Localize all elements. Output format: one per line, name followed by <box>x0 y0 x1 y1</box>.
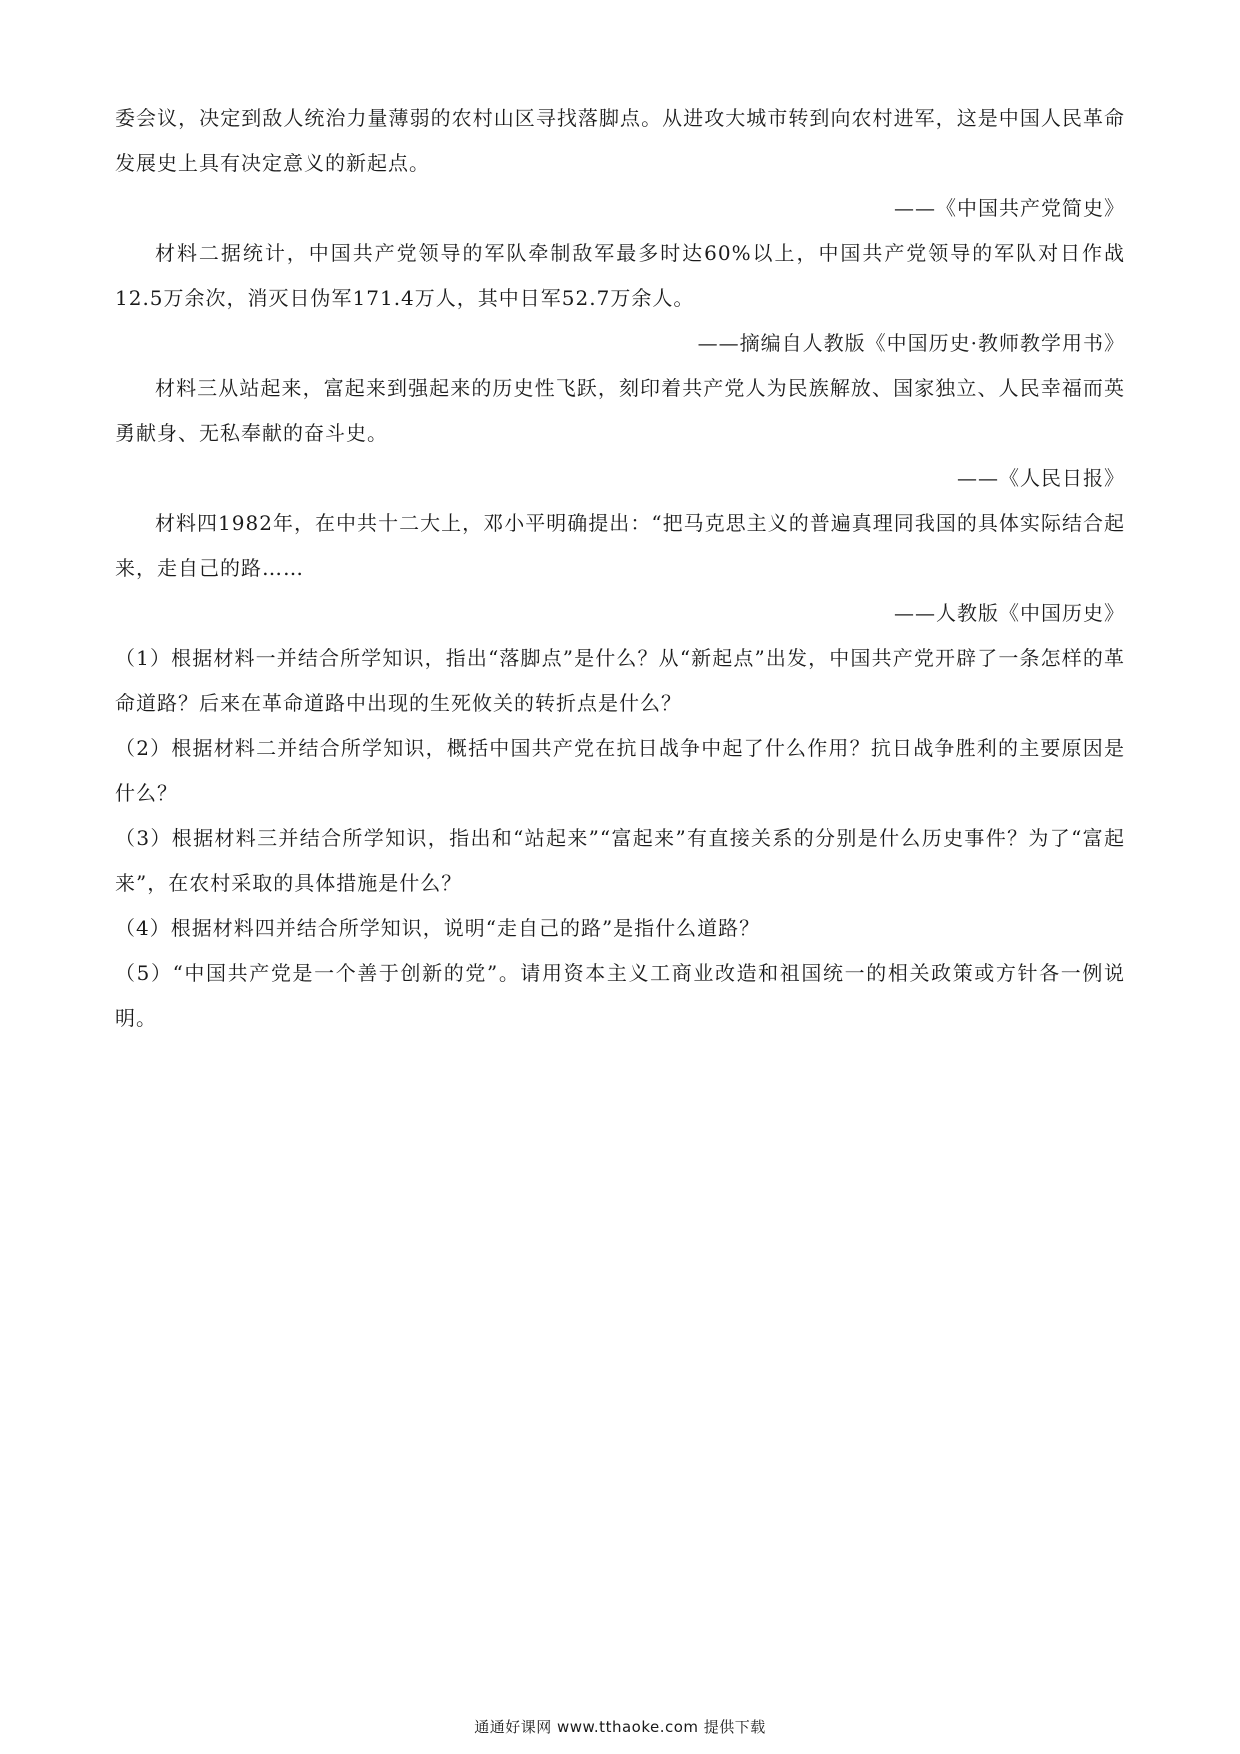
question-3: （3）根据材料三并结合所学知识，指出和“站起来”“富起来”有直接关系的分别是什么历史事件？为了“富起来”，在农村采取的具体措施是什么？ <box>115 826 1125 895</box>
question-4: （4）根据材料四并结合所学知识，说明“走自己的路”是指什么道路？ <box>115 916 761 940</box>
material-two-text: 材料二据统计，中国共产党领导的军队牵制敌军最多时达60%以上，中国共产党领导的军队对日作战12.5万余次，消灭日伪军171.4万人，其中日军52.7万余人。 <box>115 241 1125 310</box>
material-three-text: 材料三从站起来，富起来到强起来的历史性飞跃，刻印着共产党人为民族解放、国家独立、人民幸福而英勇献身、无私奉献的奋斗史。 <box>115 376 1125 445</box>
question-5: （5）“中国共产党是一个善于创新的党”。请用资本主义工商业改造和祖国统一的相关政策或方针各一例说明。 <box>115 961 1125 1030</box>
material-one-source: ——《中国共产党简史》 <box>894 196 1125 220</box>
material-two-source: ——摘编自人教版《中国历史·教师教学用书》 <box>697 331 1125 355</box>
material-four-source: ——人教版《中国历史》 <box>894 601 1125 625</box>
question-2: （2）根据材料二并结合所学知识，概括中国共产党在抗日战争中起了什么作用？抗日战争胜利的主要原因是什么？ <box>115 736 1125 805</box>
document-body <box>115 96 1125 1041</box>
question-1: （1）根据材料一并结合所学知识，指出“落脚点”是什么？从“新起点”出发，中国共产党开辟了一条怎样的革命道路？后来在革命道路中出现的生死攸关的转折点是什么？ <box>115 646 1125 715</box>
material-one-text: 委会议，决定到敌人统治力量薄弱的农村山区寻找落脚点。从进攻大城市转到向农村进军，这是中国人民革命发展史上具有决定意义的新起点。 <box>115 106 1125 175</box>
page-footer: 通通好课网 www.tthaoke.com 提供下载 <box>474 1718 766 1736</box>
material-three-source: ——《人民日报》 <box>957 466 1125 490</box>
material-four-text: 材料四1982年，在中共十二大上，邓小平明确提出：“把马克思主义的普遍真理同我国的具体实际结合起来，走自己的路…… <box>115 511 1125 580</box>
